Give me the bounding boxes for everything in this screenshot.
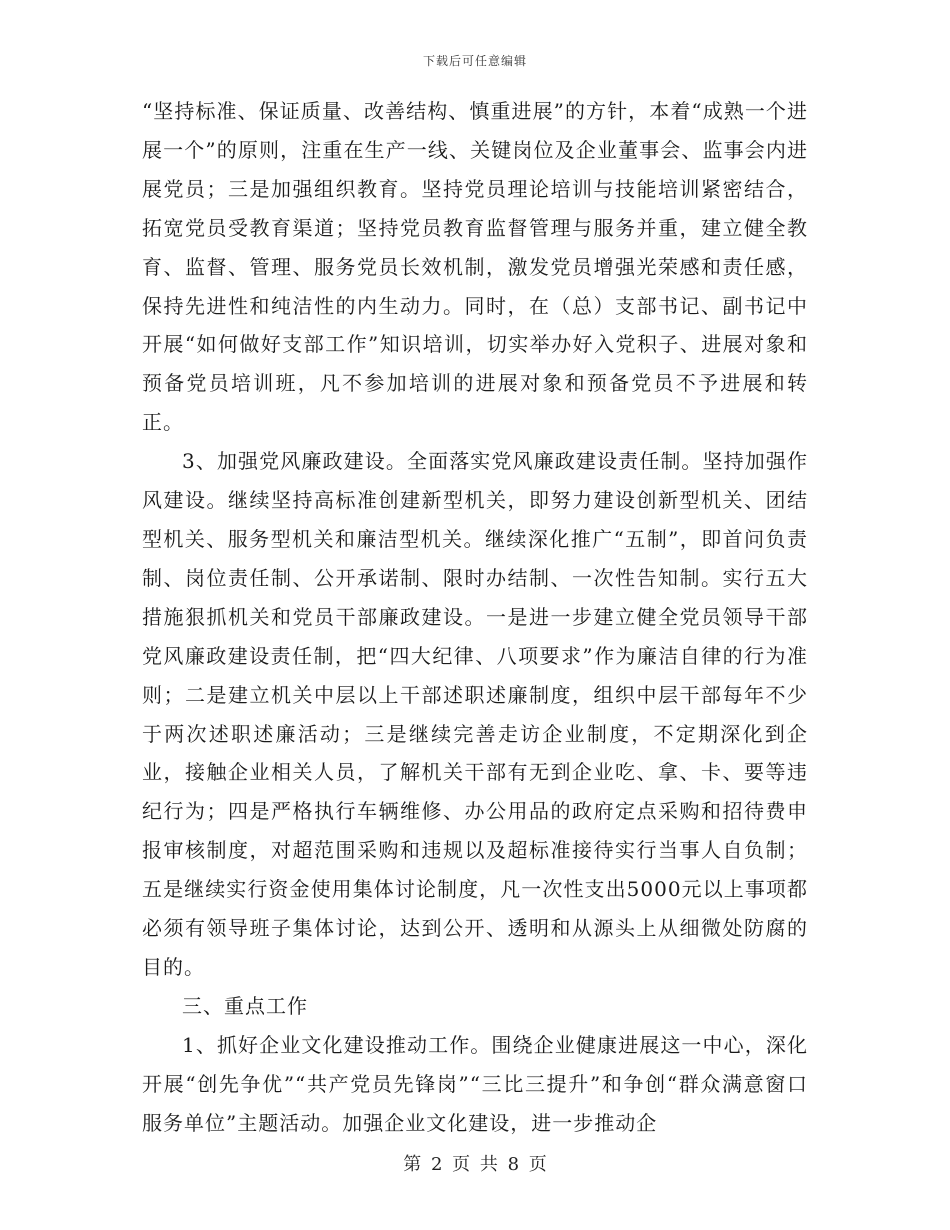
page-number: 第 2 页 共 8 页: [403, 1154, 547, 1175]
section-heading: 三、重点工作: [182, 993, 308, 1018]
page-header-note: 下载后可任意编辑: [422, 54, 527, 68]
paragraph: 1、抓好企业文化建设推动工作。围绕企业健康进展这一中心，深化开展“创先争优”“共产党员先锋岗”“三比三提升”和争创“群众满意窗口服务单位”主题活动。加强企业文化建设，进一步推动企: [142, 1032, 808, 1135]
paragraph: 3、加强党风廉政建设。全面落实党风廉政建设责任制。坚持加强作风建设。继续坚持高标准创建新型机关，即努力建设创新型机关、团结型机关、服务型机关和廉洁型机关。继续深化推广“五制”，即首问负责制、岗位责任制、公开承诺制、限时办结制、一次性告知制。实行五大措施狠抓机关和党员干部廉政建设。一是进一步建立健全党员领导干部党风廉政建设责任制，把“四大纪律、八项要求”作为廉洁自律的行为准则；二是建立机关中层以上干部述职述廉制度，组织中层干部每年不少于两次述职述廉活动；三是继续完善走访企业制度，不定期深化到企业，接触企业相关人员，了解机关干部有无到企业吃、拿、卡、要等违纪行为；四是严格执行车辆维修、办公用品的政府定点采购和招待费申报审核制度，对超范围采购和违规以及超标准接待实行当事人自负制；五是继续实行资金使用集体讨论制度，凡一次性支出5000元以上事项都必须有领导班子集体讨论，达到公开、透明和从源头上从细微处防腐的目的。: [142, 449, 808, 979]
document-body: [142, 92, 808, 1142]
paragraph: “坚持标准、保证质量、改善结构、慎重进展”的方针，本着“成熟一个进展一个”的原则，注重在生产一线、关键岗位及企业董事会、监事会内进展党员；三是加强组织教育。坚持党员理论培训与技能培训紧密结合，拓宽党员受教育渠道；坚持党员教育监督管理与服务并重，建立健全教育、监督、管理、服务党员长效机制，激发党员增强光荣感和责任感，保持先进性和纯洁性的内生动力。同时，在（总）支部书记、副书记中开展“如何做好支部工作”知识培训，切实举办好入党积子、进展对象和预备党员培训班，凡不参加培训的进展对象和预备党员不予进展和转正。: [142, 99, 808, 435]
